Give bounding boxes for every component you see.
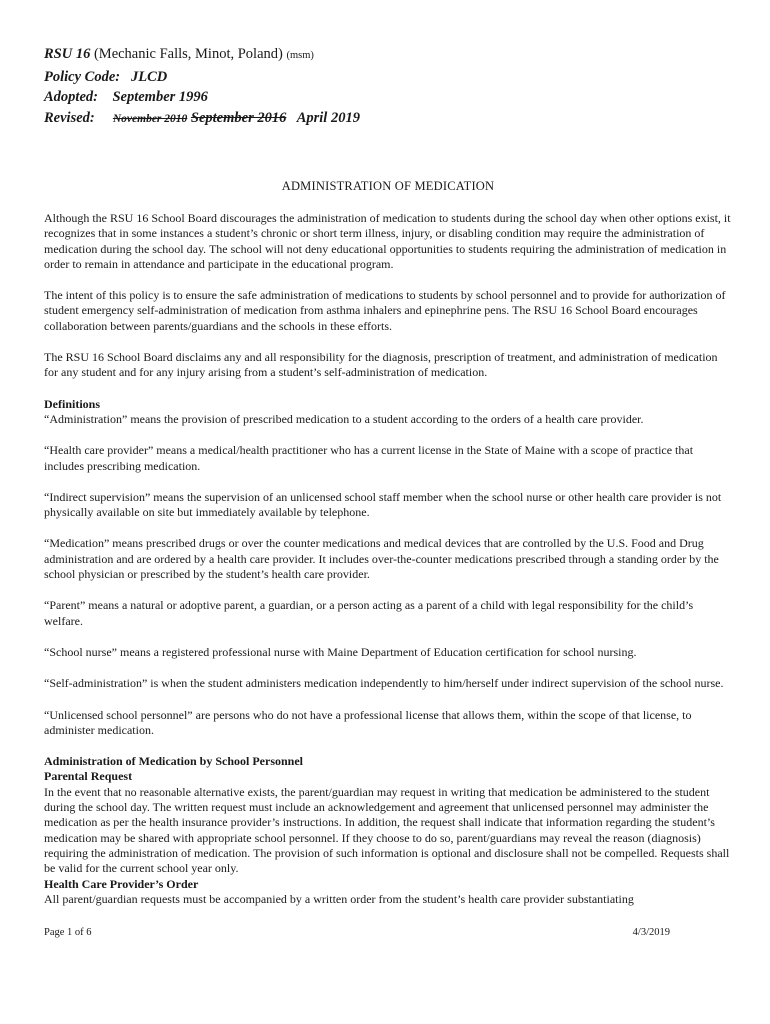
header-line-adopted [44, 87, 732, 108]
paragraph-hcp-order: All parent/guardian requests must be accompanied by a written order from the student’s health care provider substantiating [44, 891, 634, 906]
paragraph-intro: Although the RSU 16 School Board discourages the administration of medication to students during the school day when other options exist, it recognizes that in some instances a student’s chronic or short term illness, injury, or disabling condition may require the administration of medication during the school day. The school will not deny educational opportunities to students requiring the administration of medication in order to remain in attendance and participate in the educational program. [44, 211, 731, 271]
definition-administration: “Administration” means the provision of prescribed medication to a student according to the orders of a health care provider. [44, 411, 644, 426]
revised-current-date: April 2019 [296, 109, 360, 126]
definitions-heading: Definitions [44, 396, 101, 411]
hcp-order-heading: Health Care Provider’s Order [44, 876, 199, 891]
document-page [44, 44, 732, 907]
definition-medication: “Medication” means prescribed drugs or over the counter medications and medical devices that are controlled by the U.S. Food and Drug administration and are ordered by a health care provider. It includes over-the-counter medications prescribed through a standing order by the school physician or prescribed by the student’s health care provider. [44, 536, 719, 582]
definition-indirect-supervision: “Indirect supervision” means the supervision of an unlicensed school staff member when the school nurse or other health care provider is not physically available on site but immediately available by telephone. [44, 489, 722, 520]
definition-school-nurse: “School nurse” means a registered professional nurse with Maine Department of Education certification for school nursing. [44, 644, 637, 659]
policy-body [44, 211, 732, 907]
revised-struck-date-2: September 2016 [190, 109, 287, 126]
adopted-date: September 1996 [112, 89, 208, 105]
definition-health-care-provider: “Health care provider” means a medical/health practitioner who has a current license in the State of Maine with a scope of practice that includes prescribing medication. [44, 443, 694, 473]
header-line-revised [44, 108, 732, 130]
code-abbrev: (msm) [286, 50, 314, 61]
header-line-org [44, 44, 732, 67]
policy-code-label: Policy Code: [44, 68, 121, 85]
org-name: RSU 16 [44, 46, 91, 62]
policy-header [44, 44, 732, 129]
paragraph-disclaimer: The RSU 16 School Board disclaims any and all responsibility for the diagnosis, prescription of treatment, and administration of medication for any student and for any injury arising from a student’s self-administration of medication. [44, 350, 718, 380]
page-title: ADMINISTRATION OF MEDICATION [281, 179, 495, 193]
paragraph-parental-request: In the event that no reasonable alternative exists, the parent/guardian may request in writing that medication be administered to the student during the school day. The written request must include an acknowledgement and agreement that unlicensed personnel may administer the medication as per the health insurance provider’s instructions. In addition, the request shall indicate that information regarding the student’s medication may be shared with appropriate school personnel. If they choose to do so, parent/guardians may reveal the reason (diagnosis) requiring the administration of medication. The provision of such information is optional and disclosure shall not be compelled. Requests shall be valid for the current school year only. [44, 784, 730, 876]
definition-parent: “Parent” means a natural or adoptive parent, a guardian, or a person acting as a parent of a child with legal responsibility for the child’s welfare. [44, 598, 694, 628]
parental-request-heading: Parental Request [44, 769, 133, 784]
revised-struck-date-1: November 2010 [112, 112, 188, 125]
footer-date: 4/3/2019 [632, 927, 670, 938]
definition-unlicensed-personnel: “Unlicensed school personnel” are persons who do not have a professional license that allows them, within the scope of that license, to administer medication. [44, 707, 692, 737]
definition-self-administration: “Self-administration” is when the student administers medication independently to him/herself under indirect supervision of the school nurse. [44, 676, 724, 691]
towns: (Mechanic Falls, Minot, Poland) [93, 46, 283, 62]
policy-code: JLCD [130, 68, 168, 85]
revised-label: Revised: [44, 109, 95, 126]
paragraph-intent: The intent of this policy is to ensure the safe administration of medications to students by school personnel and to provide for authorization of student emergency self-administration of medication from asthma inhalers and epinephrine pens. The RSU 16 School Board encourages collaboration between parents/guardians and the schools in these efforts. [44, 288, 726, 333]
page-footer [44, 927, 670, 938]
page-number: Page 1 of 6 [44, 927, 92, 938]
adopted-label: Adopted: [44, 89, 98, 105]
header-line-policy-code [44, 67, 732, 88]
administration-heading: Administration of Medication by School Personnel [44, 754, 304, 769]
